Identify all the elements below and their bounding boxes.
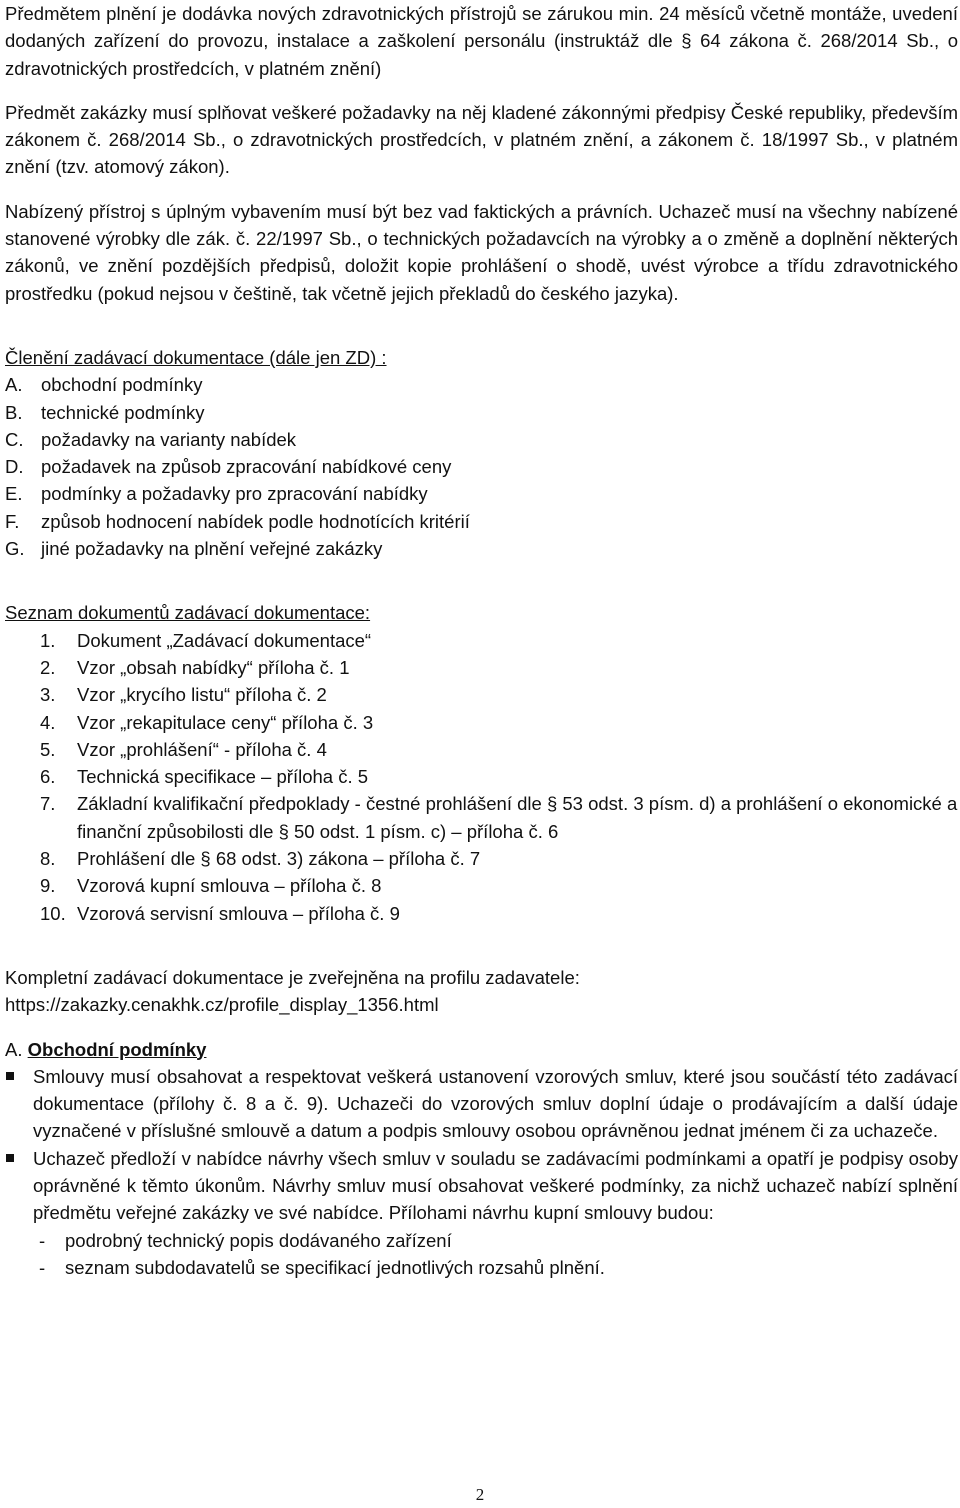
list-number: 10. [40, 902, 66, 924]
list-item [5, 371, 958, 398]
square-bullet-icon [5, 1145, 33, 1227]
list-number: 9. [40, 875, 56, 897]
list-text: Základní kvalifikační předpoklady - čestné prohlášení dle § 53 odst. 3 písm. d) a prohlášení o ekonomické a finanční způsobilosti dle § 50 odst. 1 písm. c) – příloha č. 6 [77, 793, 958, 842]
list-item [5, 535, 958, 562]
dash-item [5, 1254, 958, 1281]
list-item [5, 736, 958, 763]
documents-list [5, 627, 958, 927]
bullet-text: Uchazeč předloží v nabídce návrhy všech smluv v souladu se zadávacími podmínkami a opatří je podpisy osoby oprávněné k těmto úkonům. Návrhy smluv musí obsahovat veškeré podmínky, za nichž uchazeč nabízí splnění předmětu veřejné zakázky ve své nabídce. Přílohami návrhu kupní smlouvy budou: [33, 1147, 958, 1224]
list-number: 2. [40, 656, 56, 678]
list-number: 4. [40, 711, 56, 733]
dash-marker: - [39, 1256, 46, 1278]
list-item [5, 508, 958, 535]
documents-heading: Seznam dokumentů zadávací dokumentace: [5, 602, 371, 624]
list-text: Technická specifikace – příloha č. 5 [77, 766, 369, 788]
list-number: 6. [40, 766, 56, 788]
structure-heading: Členění zadávací dokumentace (dále jen ZD) : [5, 346, 387, 368]
dash-marker: - [39, 1229, 46, 1251]
list-item [5, 399, 958, 426]
list-text: požadavky na varianty nabídek [41, 428, 297, 450]
list-text: obchodní podmínky [41, 374, 203, 396]
list-item [5, 845, 958, 872]
square-bullet-icon [5, 1063, 33, 1145]
list-text: požadavek na způsob zpracování nabídkové ceny [41, 456, 452, 478]
list-item [5, 709, 958, 736]
list-item [5, 627, 958, 654]
list-text: jiné požadavky na plnění veřejné zakázky [41, 538, 383, 560]
list-item [5, 426, 958, 453]
profile-text: Kompletní zadávací dokumentace je zveřejněna na profilu zadavatele: [5, 966, 580, 988]
bullet-item [5, 1063, 958, 1145]
defects-paragraph: Nabízený přístroj s úplným vybavením musí být bez vad faktických a právních. Uchazeč musí na všechny nabízené stanovené výrobky dle zák. č. 22/1997 Sb., o technických požadavcích na výrobky a o změně a doplnění některých zákonů, ve znění pozdějších předpisů, doložit kopie prohlášení o shodě, uvést výrobce a třídu zdravotnického prostředku (pokud nejsou v češtině, tak včetně jejich překladů do českého jazyka). [5, 200, 958, 304]
list-item [5, 654, 958, 681]
requirements-paragraph: Předmět zakázky musí splňovat veškeré požadavky na něj kladené zákonnými předpisy České republiky, především zákonem č. 268/2014 Sb., o zdravotnických prostředcích, v platném znění, a zákonem č. 18/1997 Sb., v platném znění (tzv. atomový zákon). [5, 101, 958, 178]
list-text: Prohlášení dle § 68 odst. 3) zákona – příloha č. 7 [77, 848, 481, 870]
section-a-heading [5, 1036, 958, 1063]
list-number: 7. [40, 793, 56, 815]
list-letter: D. [5, 456, 24, 478]
list-letter: C. [5, 428, 24, 450]
list-number: 3. [40, 684, 56, 706]
bullet-item [5, 1145, 958, 1227]
bullet-text: Smlouvy musí obsahovat a respektovat veškerá ustanovení vzorových smluv, které jsou součástí této zadávací dokumentace (přílohy č. 8 a č. 9). Uchazeči do vzorových smluv doplní údaje o prodávajícím a další údaje vyznačené v příslušné smlouvě a datum a podpis smlouvy osobou oprávněnou jednat jménem či za uchazeče. [33, 1065, 958, 1142]
dash-text: seznam subdodavatelů se specifikací jednotlivých rozsahů plnění. [65, 1256, 605, 1278]
list-letter: B. [5, 401, 23, 423]
list-text: Dokument „Zadávací dokumentace“ [77, 629, 372, 651]
list-text: Vzor „prohlášení“ - příloha č. 4 [77, 738, 327, 760]
intro-paragraph: Předmětem plnění je dodávka nových zdravotnických přístrojů se zárukou min. 24 měsíců včetně montáže, uvedení dodaných zařízení do provozu, instalace a zaškolení personálu (instruktáž dle § 64 zákona č. 268/2014 Sb., o zdravotnických prostředcích, v platném znění) [5, 3, 958, 79]
list-item [5, 790, 958, 845]
list-letter: A. [5, 374, 23, 396]
structure-list [5, 371, 958, 562]
page-number: 2 [475, 1485, 485, 1504]
list-letter: E. [5, 483, 23, 505]
dash-item [5, 1227, 958, 1254]
list-text: Vzorová kupní smlouva – příloha č. 8 [77, 875, 382, 897]
list-item [5, 681, 958, 708]
document-page [5, 0, 958, 1281]
list-item [5, 872, 958, 899]
list-letter: F. [5, 510, 20, 532]
list-text: Vzor „krycího listu“ příloha č. 2 [77, 684, 327, 706]
list-text: způsob hodnocení nabídek podle hodnotících kritérií [41, 510, 470, 532]
section-a-title: Obchodní podmínky [27, 1038, 207, 1060]
list-number: 1. [40, 629, 56, 651]
list-text: podmínky a požadavky pro zpracování nabídky [41, 483, 428, 505]
list-text: Vzor „rekapitulace ceny“ příloha č. 3 [77, 711, 374, 733]
list-item [5, 480, 958, 507]
profile-url[interactable]: https://zakazky.cenakhk.cz/profile_display_1356.html [5, 994, 439, 1016]
list-item [5, 900, 958, 927]
section-a-bullets [5, 1063, 958, 1227]
attachments-list [5, 1227, 958, 1282]
list-text: technické podmínky [41, 401, 205, 423]
list-text: Vzor „obsah nabídky“ příloha č. 1 [77, 656, 350, 678]
list-item [5, 453, 958, 480]
list-item [5, 763, 958, 790]
dash-text: podrobný technický popis dodávaného zařízení [65, 1229, 452, 1251]
section-a-letter: A. [5, 1038, 23, 1060]
list-number: 5. [40, 738, 56, 760]
list-letter: G. [5, 538, 25, 560]
list-text: Vzorová servisní smlouva – příloha č. 9 [77, 902, 400, 924]
list-number: 8. [40, 848, 56, 870]
